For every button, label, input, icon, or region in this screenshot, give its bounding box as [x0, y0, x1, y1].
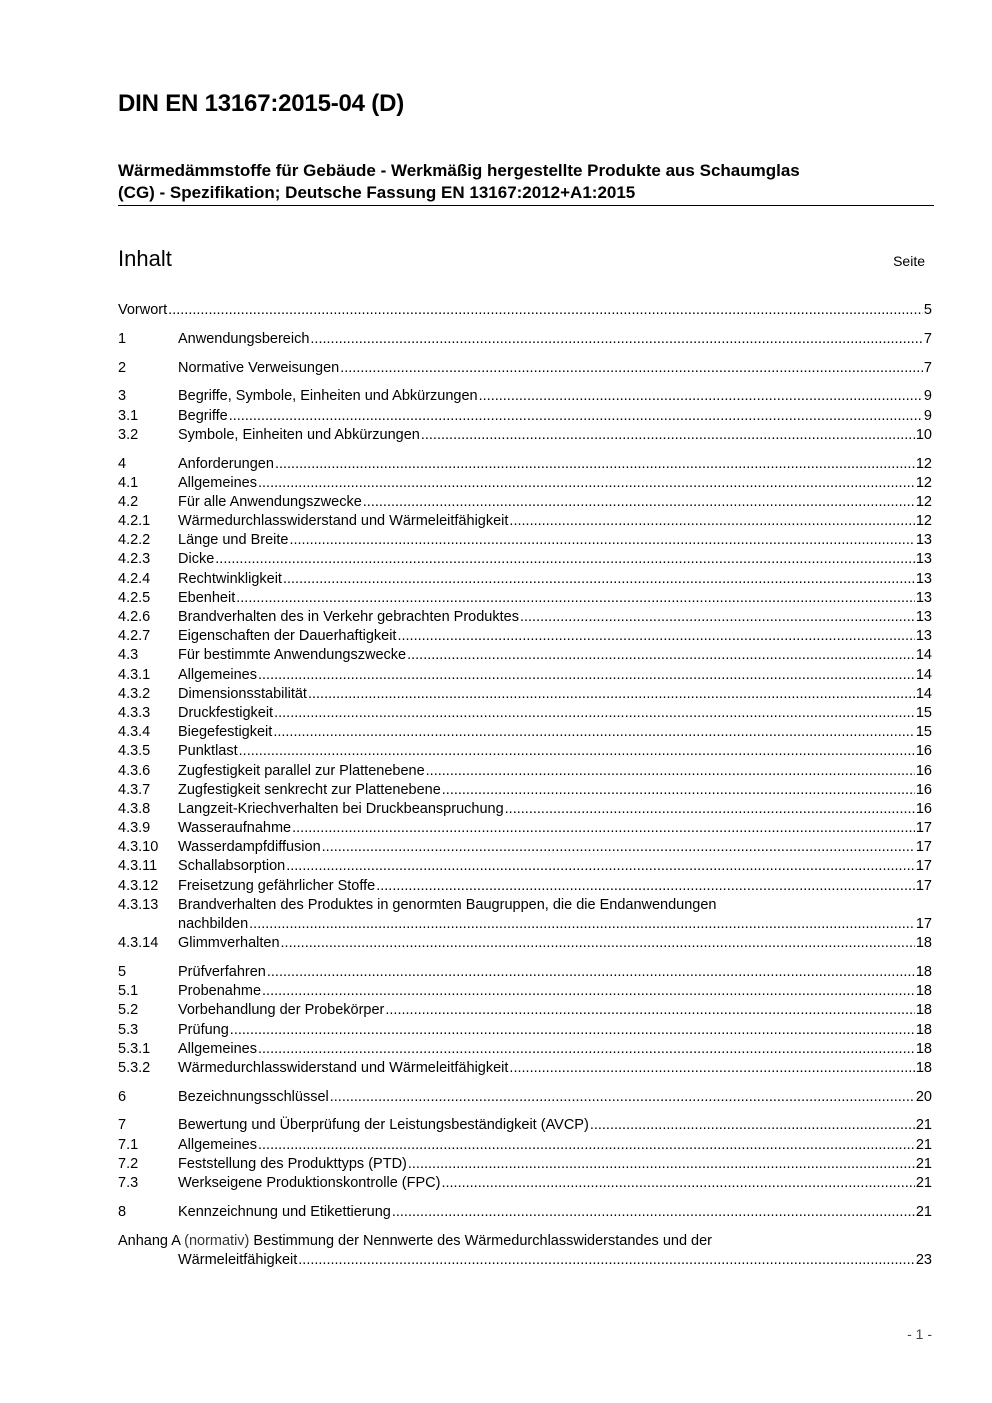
toc-entry-number: 7	[118, 1117, 127, 1134]
toc-entry-number: 4	[118, 455, 127, 472]
toc-entry-title: Allgemeines	[178, 474, 257, 491]
toc-entry-page: 9	[923, 388, 932, 405]
toc-entry-page: 21	[915, 1117, 932, 1134]
toc-entry-number: 3.1	[118, 407, 139, 424]
toc-dot-leader	[267, 963, 915, 982]
toc-entry-title: Punktlast	[178, 743, 238, 760]
toc-entry-page: 21	[915, 1136, 932, 1153]
toc-entry[interactable]	[118, 877, 932, 896]
toc-entry-title: Begriffe, Symbole, Einheiten und Abkürzungen	[178, 388, 478, 405]
toc-entry-title: Dimensionsstabilität	[178, 685, 307, 702]
toc-entry-page: 21	[915, 1175, 932, 1192]
toc-entry[interactable]	[118, 330, 932, 349]
toc-entry-page: 15	[915, 704, 932, 721]
toc-entry[interactable]	[118, 646, 932, 665]
toc-entry[interactable]	[118, 589, 932, 608]
toc-entry-title: Biegefestigkeit	[178, 724, 273, 741]
toc-entry-title: Feststellung des Produkttyps (PTD)	[178, 1155, 407, 1172]
toc-dot-leader	[310, 330, 923, 349]
toc-dot-leader	[397, 627, 914, 646]
toc-entry-number: 6	[118, 1088, 127, 1105]
toc-entry-number: 4.1	[118, 474, 139, 491]
toc-entry[interactable]	[118, 934, 932, 953]
toc-entry-number: 4.3.1	[118, 666, 151, 683]
toc-entry-page: 14	[915, 685, 932, 702]
toc-entry-page: 5	[923, 302, 932, 318]
toc-entry-title: Glimmverhalten	[178, 935, 280, 952]
toc-entry-title: Vorbehandlung der Probekörper	[178, 1002, 385, 1019]
toc-dot-leader	[322, 838, 915, 857]
toc-dot-leader	[376, 877, 915, 896]
toc-entry-title: Für alle Anwendungszwecke	[178, 493, 362, 510]
toc-entry-title: Wasserdampfdiffusion	[178, 839, 321, 856]
toc-entry-number: 4.3.6	[118, 762, 151, 779]
toc-entry-page: 17	[915, 916, 932, 932]
toc-entry-number: 5.3.2	[118, 1059, 151, 1076]
toc-entry-number: 1	[118, 330, 127, 347]
toc-entry-page: 18	[915, 1059, 932, 1076]
toc-entry-page: 9	[923, 407, 932, 424]
toc-entry[interactable]	[118, 1021, 932, 1040]
annex-title-line-1: Bestimmung der Nennwerte des Wärmedurchlasswiderstandes und der	[253, 1232, 712, 1249]
toc-entry-title: Kennzeichnung und Etikettierung	[178, 1203, 391, 1220]
toc-entry-title: Anwendungsbereich	[178, 330, 310, 347]
toc-entry[interactable]	[118, 474, 932, 493]
toc-entry-number: 4.3.12	[118, 877, 159, 894]
toc-dot-leader	[258, 1136, 915, 1155]
toc-entry-title: Länge und Breite	[178, 532, 289, 549]
toc-dot-leader	[442, 781, 915, 800]
toc-dot-leader	[421, 426, 915, 445]
toc-entry-page: 12	[915, 474, 932, 491]
toc-dot-leader	[273, 723, 915, 742]
toc-entry-page: 17	[915, 820, 932, 837]
toc-dot-leader	[385, 1001, 914, 1020]
toc-entry-number: 5.2	[118, 1002, 139, 1019]
subtitle-line-2: (CG) - Spezifikation; Deutsche Fassung EN 13167:2012+A1:2015	[118, 183, 636, 202]
toc-entry-number: 7.1	[118, 1136, 139, 1153]
toc-annex-entry[interactable]	[118, 1232, 932, 1251]
toc-entry-number: 4.3.9	[118, 820, 151, 837]
toc-dot-leader	[258, 474, 915, 493]
toc-entry-page: 7	[923, 359, 932, 376]
toc-entry[interactable]	[118, 1059, 932, 1078]
toc-dot-leader	[479, 387, 923, 406]
toc-entry-page: 14	[915, 666, 932, 683]
toc-entry-page: 21	[915, 1203, 932, 1220]
toc-entry-page: 13	[915, 532, 932, 549]
toc-entry-page: 12	[915, 493, 932, 510]
toc-entry[interactable]	[118, 742, 932, 761]
toc-dot-leader	[229, 407, 923, 426]
toc-entry-page: 18	[915, 983, 932, 1000]
toc-entry[interactable]	[118, 550, 932, 569]
toc-entry[interactable]	[118, 982, 932, 1001]
toc-entry-number: 4.3.3	[118, 704, 151, 721]
toc-entry-page: 17	[915, 839, 932, 856]
toc-entry[interactable]	[118, 857, 932, 876]
toc-entry-page: 7	[923, 330, 932, 347]
toc-entry-title: Zugfestigkeit parallel zur Plattenebene	[178, 762, 425, 779]
subtitle-line-1: Wärmedämmstoffe für Gebäude - Werkmäßig hergestellte Produkte aus Schaumglas	[118, 161, 800, 180]
toc-entry[interactable]	[118, 1174, 932, 1193]
toc-dot-leader	[168, 301, 923, 320]
toc-entry-title: Bewertung und Überprüfung der Leistungsbeständigkeit (AVCP)	[178, 1117, 589, 1134]
toc-entry[interactable]	[118, 455, 932, 474]
toc-entry-title: Allgemeines	[178, 666, 257, 683]
toc-entry[interactable]	[118, 627, 932, 646]
toc-entry[interactable]	[118, 301, 932, 320]
toc-entry-title: Normative Verweisungen	[178, 359, 340, 376]
toc-entry[interactable]	[118, 1136, 932, 1155]
toc-entry[interactable]	[118, 1088, 932, 1107]
toc-entry-number: 5.3	[118, 1021, 139, 1038]
toc-entry-line[interactable]	[118, 896, 932, 915]
toc-entry-title: Prüfung	[178, 1021, 229, 1038]
toc-entry-number: 4.2	[118, 493, 139, 510]
toc-entry[interactable]	[118, 359, 932, 378]
toc-dot-leader	[286, 857, 915, 876]
toc-entry-number: 4.3.13	[118, 896, 159, 913]
toc-entry[interactable]	[118, 1155, 932, 1174]
toc-entry-number: 5.3.1	[118, 1040, 151, 1057]
toc-dot-leader	[407, 646, 915, 665]
toc-entry[interactable]	[118, 666, 932, 685]
annex-title-line-2: Wärmeleitfähigkeit	[178, 1251, 298, 1268]
toc-entry-page: 15	[915, 724, 932, 741]
toc-entry[interactable]	[118, 531, 932, 550]
toc-dot-leader	[236, 589, 915, 608]
toc-entry-title: Wärmedurchlasswiderstand und Wärmeleitfähigkeit	[178, 513, 509, 530]
toc-dot-leader	[509, 512, 914, 531]
toc-entry-number: 4.3.14	[118, 935, 159, 952]
toc-entry-number: 4.3.10	[118, 839, 159, 856]
toc-dot-leader	[441, 1174, 914, 1193]
toc-entry[interactable]	[118, 781, 932, 800]
toc-entry-title: Werkseigene Produktionskontrolle (FPC)	[178, 1175, 441, 1192]
toc-entry[interactable]	[118, 800, 932, 819]
toc-entry-page: 18	[915, 963, 932, 980]
toc-entry-title: Schallabsorption	[178, 858, 286, 875]
toc-entry-number: 4.3.8	[118, 800, 151, 817]
toc-entry-page: 16	[915, 781, 932, 798]
toc-entry-page: 20	[915, 1088, 932, 1105]
toc-entry-page: 21	[915, 1155, 932, 1172]
toc-entry[interactable]	[118, 685, 932, 704]
toc-entry[interactable]	[118, 1001, 932, 1020]
toc-dot-leader	[408, 1155, 915, 1174]
toc-entry[interactable]	[118, 1116, 932, 1135]
document-subtitle	[118, 160, 938, 204]
toc-entry-number: 7.3	[118, 1175, 139, 1192]
toc-entry[interactable]	[118, 608, 932, 627]
toc-entry-page: 13	[915, 628, 932, 645]
toc-dot-leader	[308, 685, 915, 704]
toc-dot-leader	[283, 570, 915, 589]
toc-entry-page: 18	[915, 1021, 932, 1038]
toc-entry-number: 5.1	[118, 983, 139, 1000]
toc-entry-title: Druckfestigkeit	[178, 704, 274, 721]
toc-entry-page: 12	[915, 513, 932, 530]
toc-entry-number: 4.3.7	[118, 781, 151, 798]
toc-entry-page: 13	[915, 589, 932, 606]
toc-entry-number: 4.2.7	[118, 628, 151, 645]
toc-entry-page: 10	[915, 426, 932, 443]
toc-entry-title: Probenahme	[178, 983, 262, 1000]
toc-entry-page: 18	[915, 1040, 932, 1057]
toc-entry[interactable]	[118, 426, 932, 445]
table-of-contents	[118, 301, 932, 1270]
toc-annex-entry-continued[interactable]	[118, 1251, 932, 1270]
toc-entry-title: Allgemeines	[178, 1136, 257, 1153]
toc-entry-page: 17	[915, 877, 932, 894]
toc-dot-leader	[289, 531, 914, 550]
toc-dot-leader	[509, 1059, 914, 1078]
toc-entry-number: 4.3.4	[118, 724, 151, 741]
toc-entry-number: 4.3.11	[118, 858, 158, 875]
toc-dot-leader	[258, 666, 915, 685]
toc-dot-leader	[330, 1088, 915, 1107]
toc-dot-leader	[520, 608, 915, 627]
toc-entry[interactable]	[118, 512, 932, 531]
toc-dot-leader	[363, 493, 915, 512]
toc-entry-title: nachbilden	[178, 916, 249, 932]
toc-entry-title: Vorwort	[118, 302, 168, 318]
toc-entry-number: 4.3.5	[118, 743, 151, 760]
page-column-heading: Seite	[893, 253, 925, 269]
toc-dot-leader	[590, 1116, 915, 1135]
toc-entry-page: 13	[915, 551, 932, 568]
toc-dot-leader	[275, 455, 915, 474]
toc-entry-page: 13	[915, 609, 932, 625]
toc-entry-number: 4.3.2	[118, 685, 151, 702]
toc-entry-title: Begriffe	[178, 407, 228, 424]
toc-entry-title: Symbole, Einheiten und Abkürzungen	[178, 426, 420, 443]
toc-entry-title: Ebenheit	[178, 589, 236, 606]
toc-entry-title: Dicke	[178, 551, 215, 568]
toc-entry-title: Für bestimmte Anwendungszwecke	[178, 647, 407, 664]
toc-entry[interactable]	[118, 387, 932, 406]
toc-entry[interactable]	[118, 570, 932, 589]
toc-entry-number: 3.2	[118, 426, 139, 443]
toc-entry-page: 17	[915, 858, 932, 875]
toc-entry-page: 14	[915, 647, 932, 664]
page-number: - 1 -	[907, 1326, 932, 1342]
toc-entry[interactable]	[118, 493, 932, 512]
toc-entry-number: 8	[118, 1203, 127, 1220]
toc-entry-title: Eigenschaften der Dauerhaftigkeit	[178, 628, 397, 645]
toc-entry-page: 18	[915, 1002, 932, 1019]
toc-entry-page: 13	[915, 570, 932, 587]
toc-entry-number: 4.3	[118, 647, 139, 664]
toc-entry-title: Langzeit-Kriechverhalten bei Druckbeanspruchung	[178, 800, 504, 817]
toc-entry-number: 2	[118, 359, 127, 376]
toc-dot-leader	[239, 742, 915, 761]
toc-entry-title: Rechtwinkligkeit	[178, 570, 282, 587]
toc-entry[interactable]	[118, 407, 932, 426]
toc-entry-title: Anforderungen	[178, 455, 274, 472]
toc-entry-number: 7.2	[118, 1155, 139, 1172]
toc-entry-title: Brandverhalten des Produktes in genormten Baugruppen, die die Endanwendungen	[178, 896, 717, 913]
toc-entry[interactable]	[118, 838, 932, 857]
toc-entry-number: 5	[118, 963, 127, 980]
toc-entry-number: 4.2.3	[118, 551, 151, 568]
toc-entry-page: 16	[915, 762, 932, 779]
toc-entry-title: Wärmedurchlasswiderstand und Wärmeleitfähigkeit	[178, 1059, 509, 1076]
toc-dot-leader	[426, 762, 915, 781]
toc-entry-number: 4.2.4	[118, 570, 151, 587]
document-title: DIN EN 13167:2015-04 (D)	[118, 90, 405, 117]
toc-dot-leader	[298, 1251, 915, 1270]
toc-entry-page: 18	[915, 935, 932, 952]
toc-entry-title: Brandverhalten des in Verkehr gebrachten Produktes	[178, 609, 519, 625]
toc-entry-number: 4.2.1	[118, 513, 151, 530]
toc-dot-leader	[258, 1040, 915, 1059]
toc-entry-page: 12	[915, 455, 932, 472]
toc-dot-leader	[262, 982, 915, 1001]
toc-dot-leader	[249, 915, 915, 934]
toc-entry[interactable]	[118, 819, 932, 838]
toc-entry-number: 4.2.5	[118, 589, 151, 606]
toc-dot-leader	[281, 934, 915, 953]
toc-dot-leader	[230, 1021, 915, 1040]
toc-entry-page: 16	[915, 743, 932, 760]
toc-dot-leader	[274, 704, 915, 723]
toc-entry-title: Freisetzung gefährlicher Stoffe	[178, 877, 376, 894]
toc-entry-title: Allgemeines	[178, 1040, 257, 1057]
toc-entry-title: Zugfestigkeit senkrecht zur Plattenebene	[178, 781, 441, 798]
toc-entry[interactable]	[118, 723, 932, 742]
toc-entry[interactable]	[118, 1203, 932, 1222]
toc-entry[interactable]	[118, 704, 932, 723]
toc-dot-leader	[340, 359, 923, 378]
contents-heading: Inhalt	[118, 246, 172, 271]
toc-entry-title: Bezeichnungsschlüssel	[178, 1088, 329, 1105]
annex-page: 23	[915, 1251, 932, 1268]
toc-dot-leader	[505, 800, 915, 819]
toc-entry-number: 4.2.6	[118, 609, 151, 625]
toc-entry[interactable]	[118, 963, 932, 982]
subtitle-divider	[118, 205, 934, 206]
toc-dot-leader	[392, 1203, 915, 1222]
annex-qualifier: (normativ)	[184, 1232, 250, 1249]
toc-dot-leader	[215, 550, 915, 569]
toc-entry[interactable]	[118, 1040, 932, 1059]
toc-entry-title: Prüfverfahren	[178, 963, 266, 980]
toc-entry-title: Wasseraufnahme	[178, 820, 292, 837]
toc-entry-number: 4.2.2	[118, 532, 151, 549]
toc-dot-leader	[292, 819, 915, 838]
toc-entry[interactable]	[118, 762, 932, 781]
toc-entry[interactable]	[118, 915, 932, 934]
toc-entry-number: 3	[118, 388, 127, 405]
toc-entry-page: 16	[915, 800, 932, 817]
annex-label: Anhang A	[118, 1232, 181, 1249]
